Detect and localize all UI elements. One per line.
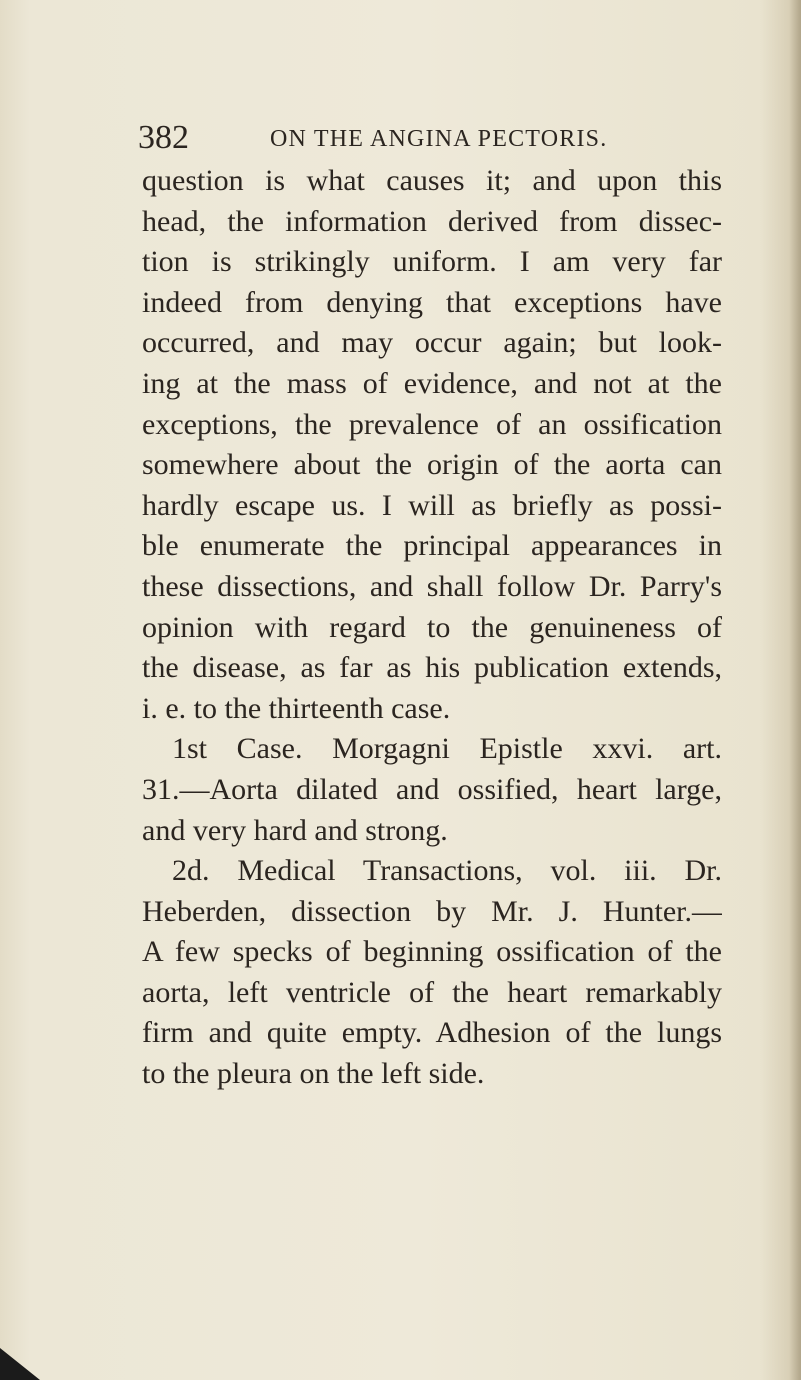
text-line: ing at the mass of evidence, and not at the xyxy=(142,366,722,400)
text-line: and very hard and strong. xyxy=(142,813,448,847)
text-line: 31.—Aorta dilated and ossified, heart large, xyxy=(142,772,722,806)
text-line: 2d. Medical Transactions, vol. iii. Dr. xyxy=(172,854,722,888)
text-line: Heberden, dissection by Mr. J. Hunter.— xyxy=(142,894,722,928)
text-line: aorta, left ventricle of the heart remarkably xyxy=(142,975,722,1009)
text-line: somewhere about the origin of the aorta can xyxy=(142,448,722,482)
page-edge-shadow xyxy=(789,0,801,1380)
text-line: to the pleura on the left side. xyxy=(142,1057,485,1091)
body-text xyxy=(142,161,722,1095)
text-line: 1st Case. Morgagni Epistle xxvi. art. xyxy=(172,732,722,766)
text-line: these dissections, and shall follow Dr. Parry's xyxy=(142,569,722,603)
text-line: the disease, as far as his publication extends, xyxy=(142,651,722,685)
running-head xyxy=(138,118,698,158)
text-line: i. e. to the thirteenth case. xyxy=(142,691,451,725)
page-number: 382 xyxy=(138,119,189,156)
text-line: exceptions, the prevalence of an ossification xyxy=(142,407,722,441)
text-line: A few specks of beginning ossification of the xyxy=(142,935,722,969)
text-line: head, the information derived from dissec- xyxy=(142,204,722,238)
text-line: hardly escape us. I will as briefly as possi- xyxy=(142,488,722,522)
text-line: occurred, and may occur again; but look- xyxy=(142,326,722,360)
text-line: question is what causes it; and upon this xyxy=(142,164,722,197)
text-line: opinion with regard to the genuineness of xyxy=(142,610,722,644)
text-line: ble enumerate the principal appearances in xyxy=(142,529,722,563)
scan-corner-mark xyxy=(0,1348,40,1380)
text-line: firm and quite empty. Adhesion of the lungs xyxy=(142,1016,722,1050)
text-line: indeed from denying that exceptions have xyxy=(142,285,722,319)
text-line: tion is strikingly uniform. I am very far xyxy=(142,245,722,279)
running-title: ON THE ANGINA PECTORIS. xyxy=(270,126,608,152)
